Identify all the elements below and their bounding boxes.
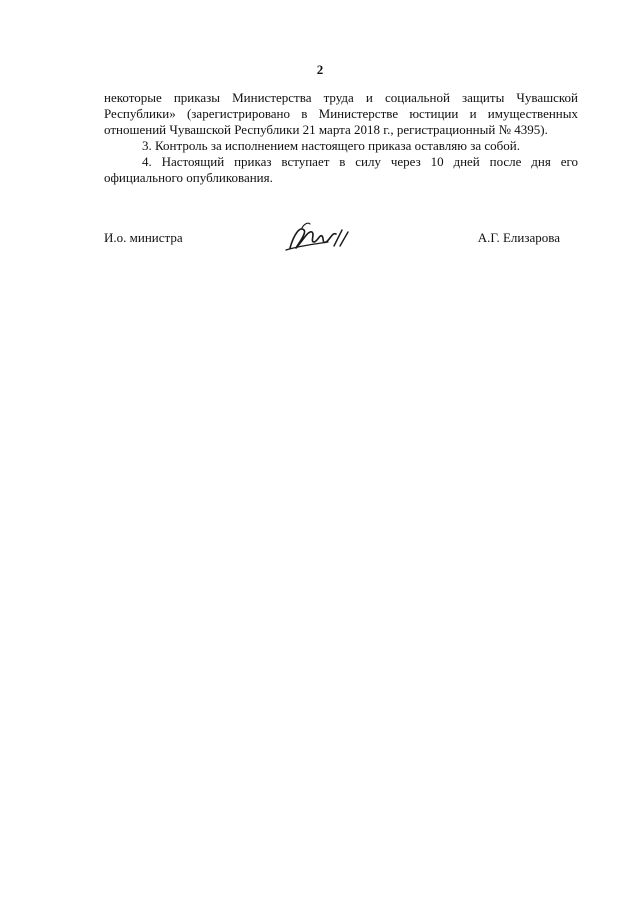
document-body — [104, 90, 578, 186]
signer-name: А.Г. Елизарова — [477, 230, 560, 245]
paragraph-item-3: 3. Контроль за исполнением настоящего приказа оставляю за собой. — [142, 138, 520, 153]
signer-title: И.о. министра — [104, 230, 183, 245]
paragraph-item-4: 4. Настоящий приказ вступает в силу через 10 дней после дня его официального опубликования. — [104, 154, 578, 185]
page-number: 2 — [316, 62, 324, 77]
paragraph-continuation: некоторые приказы Министерства труда и социальной защиты Чувашской Республики» (зарегистрировано в Министерстве юстиции и имущественных отношений Чувашской Республики 21 марта 2018 г., регистрационный № 4395). — [104, 90, 578, 137]
signature-block — [104, 226, 578, 266]
handwritten-signature-icon — [284, 220, 354, 256]
